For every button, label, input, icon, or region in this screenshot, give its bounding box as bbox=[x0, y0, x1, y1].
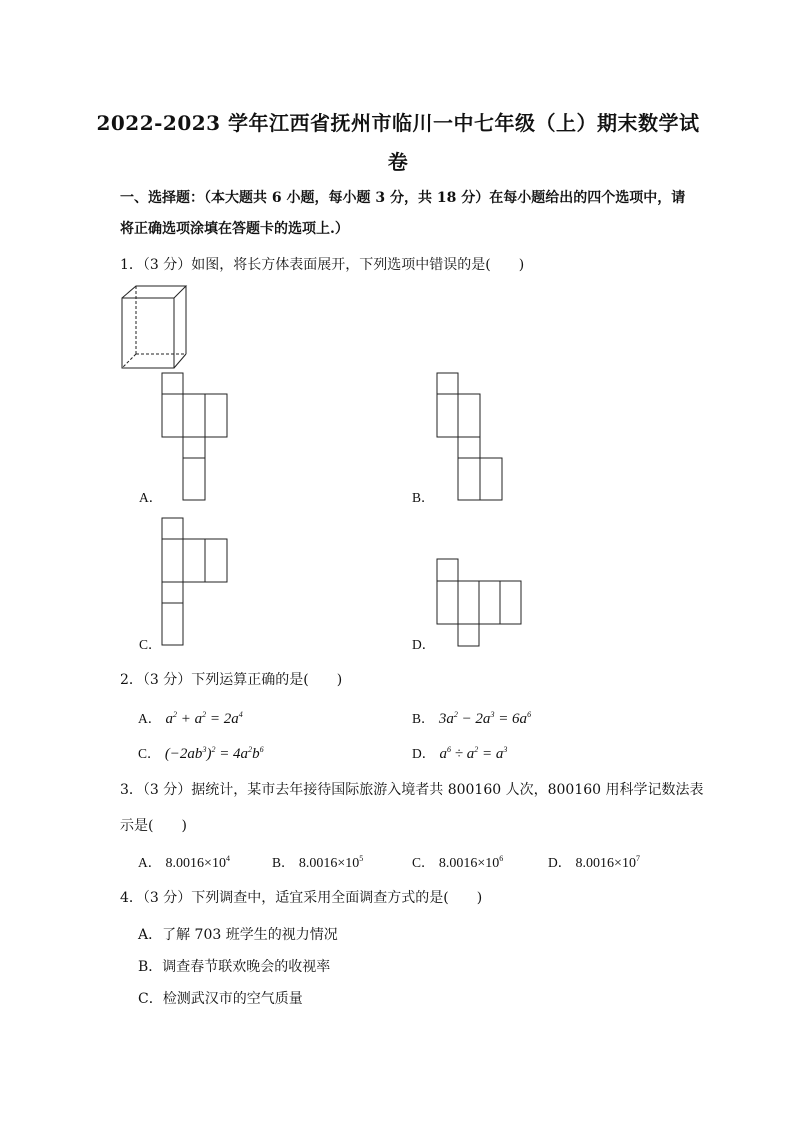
net-d-face bbox=[437, 559, 458, 581]
q3-option-d-value: $8.0016\times 10^7$ bbox=[575, 854, 640, 871]
net-b-face bbox=[458, 458, 480, 500]
q2-option-a[interactable] bbox=[138, 707, 243, 728]
q1-option-a-label[interactable]: A． bbox=[139, 490, 163, 505]
net-c-face bbox=[205, 539, 227, 582]
net-b-face bbox=[437, 373, 458, 394]
cuboid-hidden-diagonal bbox=[122, 354, 136, 368]
q3-option-c-label: C． bbox=[412, 855, 435, 870]
q2-option-b-label: B． bbox=[412, 711, 435, 726]
net-a-face bbox=[162, 373, 183, 394]
q1-stem: 1．（3 分）如图，将长方体表面展开，下列选项中错误的是( ) bbox=[120, 257, 525, 273]
q2-option-b[interactable] bbox=[412, 707, 531, 728]
net-c-face bbox=[162, 539, 183, 582]
net-a-face bbox=[183, 394, 205, 437]
q3-option-b[interactable] bbox=[272, 851, 363, 872]
net-a-face bbox=[162, 394, 183, 437]
net-d-face bbox=[500, 581, 521, 624]
net-b-face bbox=[458, 437, 480, 458]
q2-option-c-label: C． bbox=[138, 746, 161, 761]
exam-title-line1: 2022-2023 学年江西省抚州市临川一中七年级（上）期末数学试 bbox=[96, 111, 700, 135]
q2-option-b-expression: $3a^2 - 2a^3 = 6a^6$ bbox=[438, 710, 532, 727]
cuboid-front-face bbox=[122, 298, 174, 368]
net-c-face bbox=[162, 582, 183, 603]
cuboid-figure bbox=[118, 284, 190, 370]
net-b-face bbox=[480, 458, 502, 500]
net-c-face bbox=[162, 603, 183, 645]
q3-option-d-label: D． bbox=[548, 855, 572, 870]
net-a-figure bbox=[162, 373, 228, 501]
q3-option-a-label: A． bbox=[138, 855, 162, 870]
q3-option-b-value: $8.0016\times 10^5$ bbox=[298, 854, 364, 871]
q4-option-b[interactable]: B．调查春节联欢晚会的收视率 bbox=[138, 959, 331, 975]
net-a-face bbox=[205, 394, 227, 437]
q4-option-c[interactable]: C．检测武汉市的空气质量 bbox=[138, 991, 303, 1007]
q3-option-b-label: B． bbox=[272, 855, 295, 870]
q3-option-c-value: $8.0016\times 10^6$ bbox=[438, 854, 504, 871]
q3-option-a[interactable] bbox=[138, 851, 230, 872]
q2-option-d-label: D． bbox=[412, 746, 436, 761]
q3-stem-line1: 3．（3 分）据统计，某市去年接待国际旅游入境者共 800160 人次，800160 用科学记数法表 bbox=[120, 782, 704, 798]
net-c-face bbox=[162, 518, 183, 539]
net-d-face bbox=[458, 624, 479, 646]
q2-stem: 2．（3 分）下列运算正确的是( ) bbox=[120, 672, 343, 688]
q2-option-a-label: A． bbox=[138, 711, 162, 726]
q4-option-a[interactable]: A．了解 703 班学生的视力情况 bbox=[138, 927, 338, 943]
section1-instructions-line2: 将正确选项涂填在答题卡的选项上.） bbox=[120, 221, 349, 237]
net-d-face bbox=[458, 581, 479, 624]
q1-option-b-label[interactable]: B． bbox=[412, 490, 435, 505]
net-d-face bbox=[479, 581, 500, 624]
q3-option-c[interactable] bbox=[412, 851, 503, 872]
net-d-face bbox=[437, 581, 458, 624]
q1-option-c-label[interactable]: C． bbox=[139, 637, 162, 652]
net-b-face bbox=[437, 394, 458, 437]
q2-option-d-expression: $a^6 \div a^2 = a^3$ bbox=[439, 745, 508, 762]
q3-option-a-value: $8.0016\times 10^4$ bbox=[165, 854, 230, 871]
net-c-face bbox=[183, 539, 205, 582]
net-c-figure bbox=[162, 518, 228, 646]
net-a-face bbox=[183, 458, 205, 500]
exam-title-line2: 卷 bbox=[387, 150, 409, 174]
net-b-face bbox=[458, 394, 480, 437]
q2-option-c-expression: $(-2ab^3)^2 = 4a^2b^6$ bbox=[164, 745, 264, 762]
q2-option-a-expression: $a^2 + a^2 = 2a^4$ bbox=[165, 710, 243, 727]
q3-stem-line2: 示是( ) bbox=[120, 818, 187, 834]
section1-instructions-line1: 一、选择题：（本大题共 6 小题，每小题 3 分，共 18 分）在每小题给出的四个选项中，请 bbox=[120, 190, 686, 206]
q4-stem: 4．（3 分）下列调查中，适宜采用全面调查方式的是( ) bbox=[120, 890, 483, 906]
net-b-figure bbox=[437, 373, 503, 501]
q2-option-d[interactable] bbox=[412, 742, 507, 763]
q1-option-d-label[interactable]: D． bbox=[412, 637, 436, 652]
cuboid-top-face bbox=[122, 286, 186, 298]
q2-option-c[interactable] bbox=[138, 742, 264, 763]
cuboid-right-bottom-edge bbox=[174, 354, 186, 368]
net-a-face bbox=[183, 437, 205, 458]
q3-option-d[interactable] bbox=[548, 851, 640, 872]
net-d-figure bbox=[437, 559, 523, 647]
